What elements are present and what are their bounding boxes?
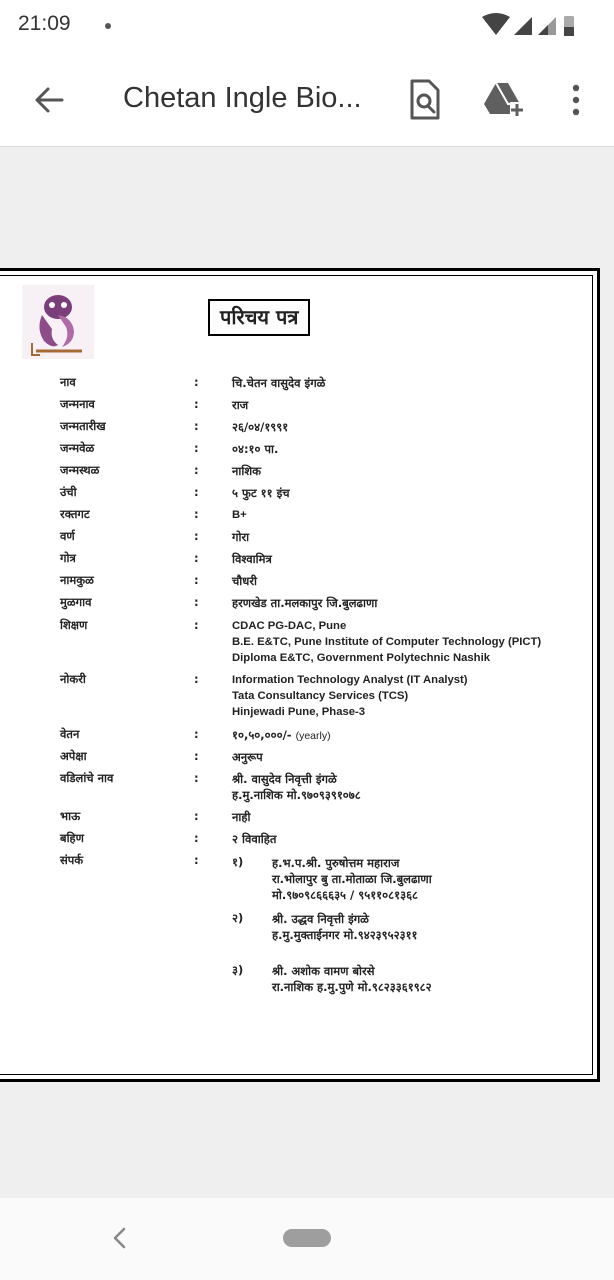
row-label: वडिलांचे नाव	[60, 771, 114, 785]
row-value: हरणखेड ता.मलकापुर जि.बुलढाणा	[232, 596, 378, 610]
row-value: २ विवाहित	[232, 832, 277, 846]
document-page: परिचय पत्र नाव : चि.चेतन वासुदेव इंगळे जन्मनाव : राज जन्मतारीख : २६/०४/१९९१ जन्मवेळ : ०४:१० पा. जन्मस्थळ : नाशिक उंची : ५ फुट ११ इंच रक्तगट : B+ वर्ण : गोरा गोत्र : विश्वामित्र नामकुळ : चौधरी मुळगाव : हरणखेड ता.मलकापुर जि.बुलढाणा शिक्षण : CDAC PG-DAC, Pune B.E. E&TC, Pune Institute of Computer Technology (PICT) Diploma E&TC, Government Polytechnic Nashik नोकरी : Information Technology Analyst (IT Analyst) Tata Consultancy Services (TCS) Hinjewadi Pune, Phase-3 वेतन : १०,५०,०००/- (yearly) अपेक्षा : अनुरूप वडिलांचे नाव : श्री. वासुदेव निवृत्ती इंगळे ह.मु.नाशिक मो.९७०९३९१०७८ भाऊ : नाही बहिण : २ विवाहित संपर्क : १) ह.भ.प.श्री. पुरुषोत्तम महाराज रा.भोलापुर बु ता.मोताळा जि.बुलढाणा मो.९७०९८६६६३५ / ९५११०८१३६८ २) श्री. उद्धव निवृत्ती इंगळे ह.मु.मुक्ताईनगर मो.९४२३९५२३११ ३) श्री. अशोक वामण बोरसे रा.नाशिक ह.मु.पुणे मो.९८२३३६१९८२	[0, 268, 600, 1082]
row-label: मुळगाव	[60, 595, 92, 609]
row-value: CDAC PG-DAC, Pune	[232, 620, 347, 632]
app-bar	[0, 52, 614, 147]
row-value: ०४:१० पा.	[232, 442, 279, 456]
row-label: संपर्क	[60, 853, 84, 867]
row-value: नाशिक	[232, 464, 261, 478]
nav-home-pill[interactable]	[283, 1229, 331, 1247]
row-label: अपेक्षा	[60, 749, 87, 763]
row-label: गोत्र	[60, 551, 76, 565]
more-options-icon[interactable]	[565, 80, 587, 120]
row-value	[232, 727, 331, 744]
row-value: Diploma E&TC, Government Polytechnic Nashik	[232, 652, 491, 664]
ganesha-logo	[22, 285, 94, 359]
row-value: अनुरूप	[232, 750, 263, 764]
row-value: नाही	[232, 810, 251, 824]
contact-number: १)	[232, 855, 244, 869]
status-bar	[0, 0, 614, 52]
row-label: वेतन	[60, 727, 80, 741]
row-value: राज	[232, 398, 249, 412]
row-label: नाव	[60, 375, 76, 389]
row-value: Information Technology Analyst (IT Analyst)	[232, 674, 468, 686]
row-value: श्री. वासुदेव निवृत्ती इंगळे	[232, 772, 337, 786]
contact-line: श्री. उद्धव निवृत्ती इंगळे	[272, 912, 369, 926]
row-label: बहिण	[60, 831, 84, 845]
row-label: नोकरी	[60, 672, 86, 686]
contact-line: रा.नाशिक ह.मु.पुणे मो.९८२३३६१९८२	[272, 980, 432, 994]
status-time: 21:09	[18, 12, 71, 35]
row-value: गोरा	[232, 530, 250, 544]
contact-line: ह.मु.मुक्ताईनगर मो.९४२३९५२३११	[272, 928, 418, 942]
row-label: वर्ण	[60, 529, 75, 543]
document-search-icon[interactable]	[404, 78, 444, 122]
row-label: नामकुळ	[60, 573, 94, 587]
row-value: ह.मु.नाशिक मो.९७०९३९१०७८	[232, 788, 361, 802]
row-label: भाऊ	[60, 809, 81, 823]
salary-amount: १०,५०,०००/-	[232, 728, 292, 742]
row-value: B+	[232, 509, 247, 521]
contact-line: श्री. अशोक वामण बोरसे	[272, 964, 375, 978]
row-label: शिक्षण	[60, 618, 88, 632]
row-value: चि.चेतन वासुदेव इंगळे	[232, 376, 326, 390]
row-value: Tata Consultancy Services (TCS)	[232, 690, 409, 702]
row-value: Hinjewadi Pune, Phase-3	[232, 706, 366, 718]
document-title: Chetan Ingle Bio...	[123, 82, 362, 114]
row-label: जन्मतारीख	[60, 419, 106, 433]
row-value: विश्वामित्र	[232, 552, 272, 566]
contact-number: ३)	[232, 963, 244, 977]
notification-dot-icon	[105, 23, 111, 29]
contact-line: रा.भोलापुर बु ता.मोताळा जि.बुलढाणा	[272, 872, 432, 886]
contact-line: मो.९७०९८६६६३५ / ९५११०८१३६८	[272, 888, 419, 902]
document-heading: परिचय पत्र	[208, 299, 310, 336]
system-nav-bar	[0, 1198, 614, 1280]
row-value: ५ फुट ११ इंच	[232, 486, 290, 500]
row-label: जन्मनाव	[60, 397, 95, 411]
add-to-drive-icon[interactable]	[482, 80, 526, 120]
row-value: B.E. E&TC, Pune Institute of Computer Technology (PICT)	[232, 636, 542, 648]
viewer-background	[0, 1104, 614, 1198]
signal-battery-icons	[482, 13, 592, 39]
back-arrow-icon[interactable]	[30, 80, 70, 120]
nav-back-icon[interactable]	[108, 1224, 132, 1252]
row-value: चौधरी	[232, 574, 258, 588]
row-label: जन्मस्थळ	[60, 463, 100, 477]
salary-period: (yearly)	[295, 730, 331, 742]
contact-number: २)	[232, 911, 244, 925]
row-value: २६/०४/१९९१	[232, 420, 289, 434]
contact-line: ह.भ.प.श्री. पुरुषोत्तम महाराज	[272, 856, 400, 870]
row-label: जन्मवेळ	[60, 441, 95, 455]
row-label: उंची	[60, 485, 77, 499]
row-label: रक्तगट	[60, 507, 90, 521]
